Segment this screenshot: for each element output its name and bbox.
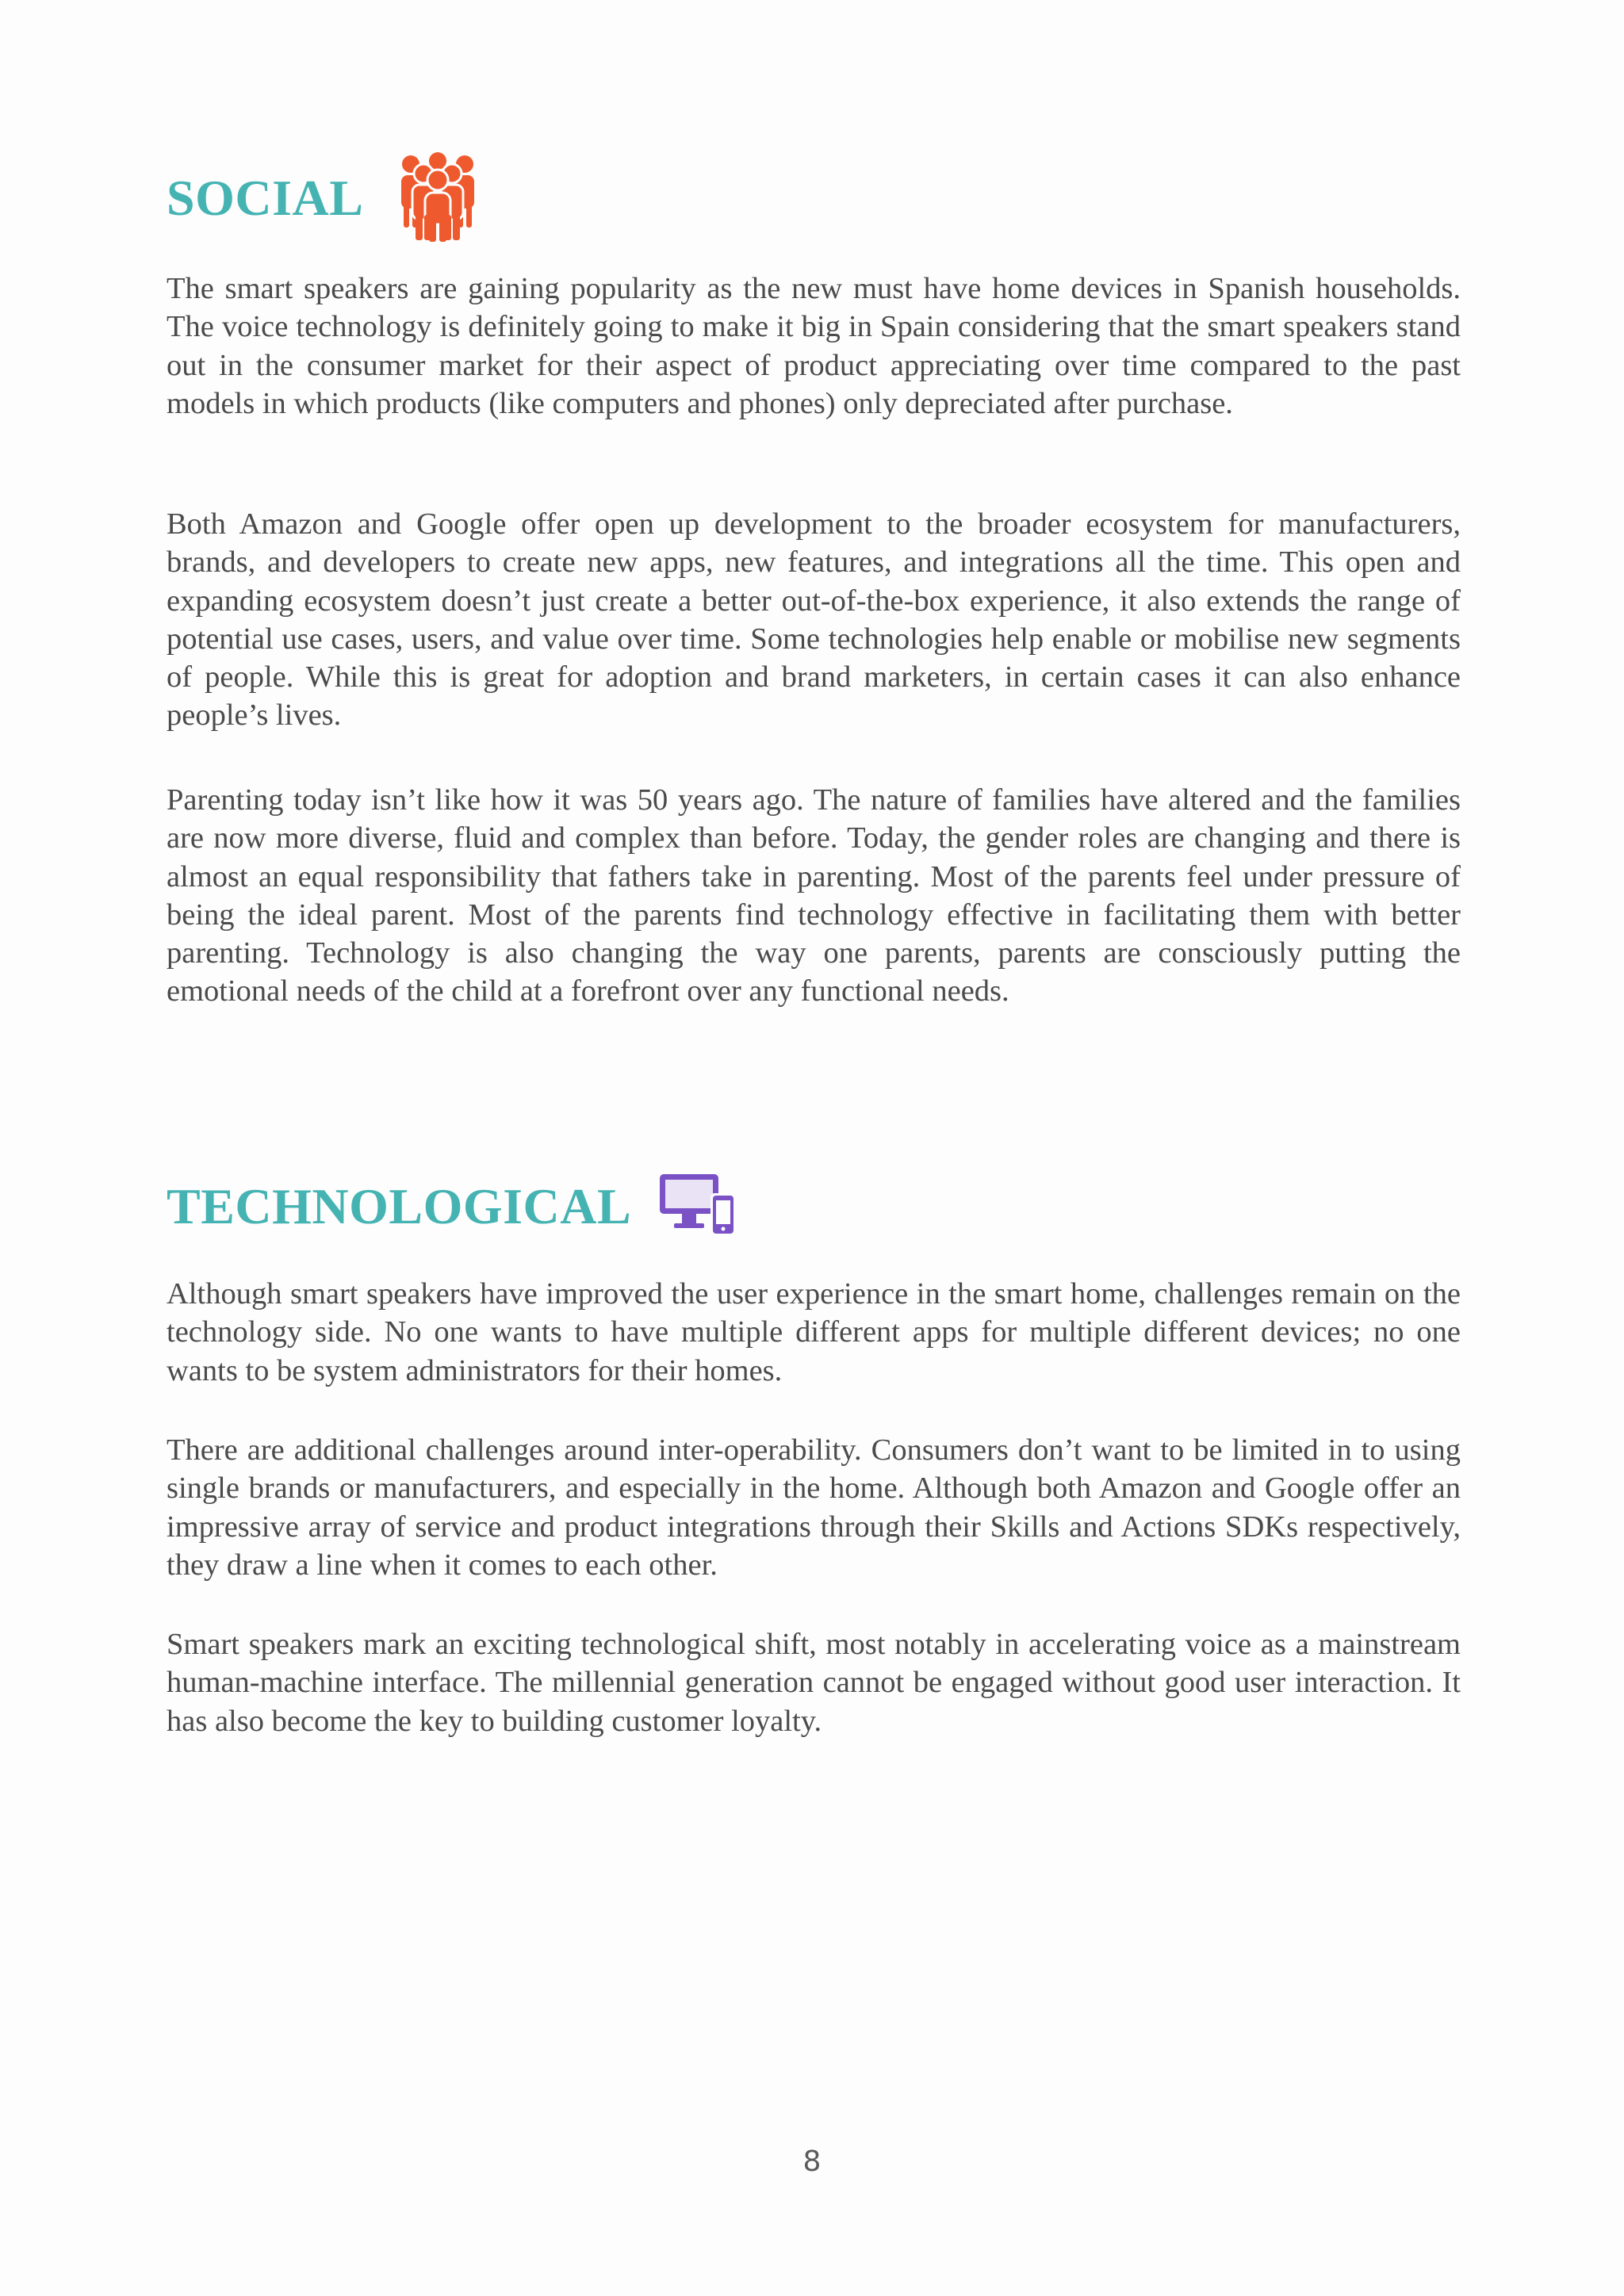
page-number: 8 [802,2145,822,2178]
technological-heading [167,1159,737,1254]
technological-paragraph-1: Although smart speakers have improved the user experience in the smart home, challenges remain on the technology side. No one wants to have multiple different apps for multiple different devices; no one wants to be system administrators for their homes. [167,1277,1461,1387]
social-paragraph-1: The smart speakers are gaining popularity as the new must have home devices in Spanish households. The voice technology is definitely going to make it big in Spain considering that the smart speakers stand out in the consumer market for their aspect of product appreciating over time compared to the past models in which products (like computers and phones) only depreciated after purchase. [167,272,1461,420]
social-paragraph-2: Both Amazon and Google offer open up development to the broader ecosystem for manufacturers, brands, and developers to create new apps, new features, and integrations all the time. This open and expanding ecosystem doesn’t just create a better out-of-the-box experience, it also extends the range of potential use cases, users, and value over time. Some technologies help enable or mobilise new segments of people. While this is great for adoption and brand marketers, in certain cases it can also enhance people’s lives. [167,507,1461,733]
social-title: SOCIAL [167,170,364,226]
social-heading [167,151,481,246]
people-group-icon [395,151,481,246]
desktop-and-phone-icon [658,1173,737,1242]
technological-paragraph-3: Smart speakers mark an exciting technological shift, most notably in accelerating voice as a mainstream human-machine interface. The millennial generation cannot be engaged without good user interaction. It has also become the key to building customer loyalty. [167,1628,1461,1738]
technological-title: TECHNOLOGICAL [167,1178,632,1234]
social-paragraph-3: Parenting today isn’t like how it was 50 years ago. The nature of families have altered and the families are now more diverse, fluid and complex than before. Today, the gender roles are changing and there is almost an equal responsibility that fathers take in parenting. Most of the parents feel under pressure of being the ideal parent. Most of the parents find technology effective in facilitating them with better parenting. Technology is also changing the way one parents, parents are consciously putting the emotional needs of the child at a forefront over any functional needs. [167,783,1461,1008]
technological-paragraph-2: There are additional challenges around inter-operability. Consumers don’t want to be limited in to using single brands or manufacturers, and especially in the home. Although both Amazon and Google offer an impressive array of service and product integrations through their Skills and Actions SDKs respectively, they draw a line when it comes to each other. [167,1433,1461,1582]
